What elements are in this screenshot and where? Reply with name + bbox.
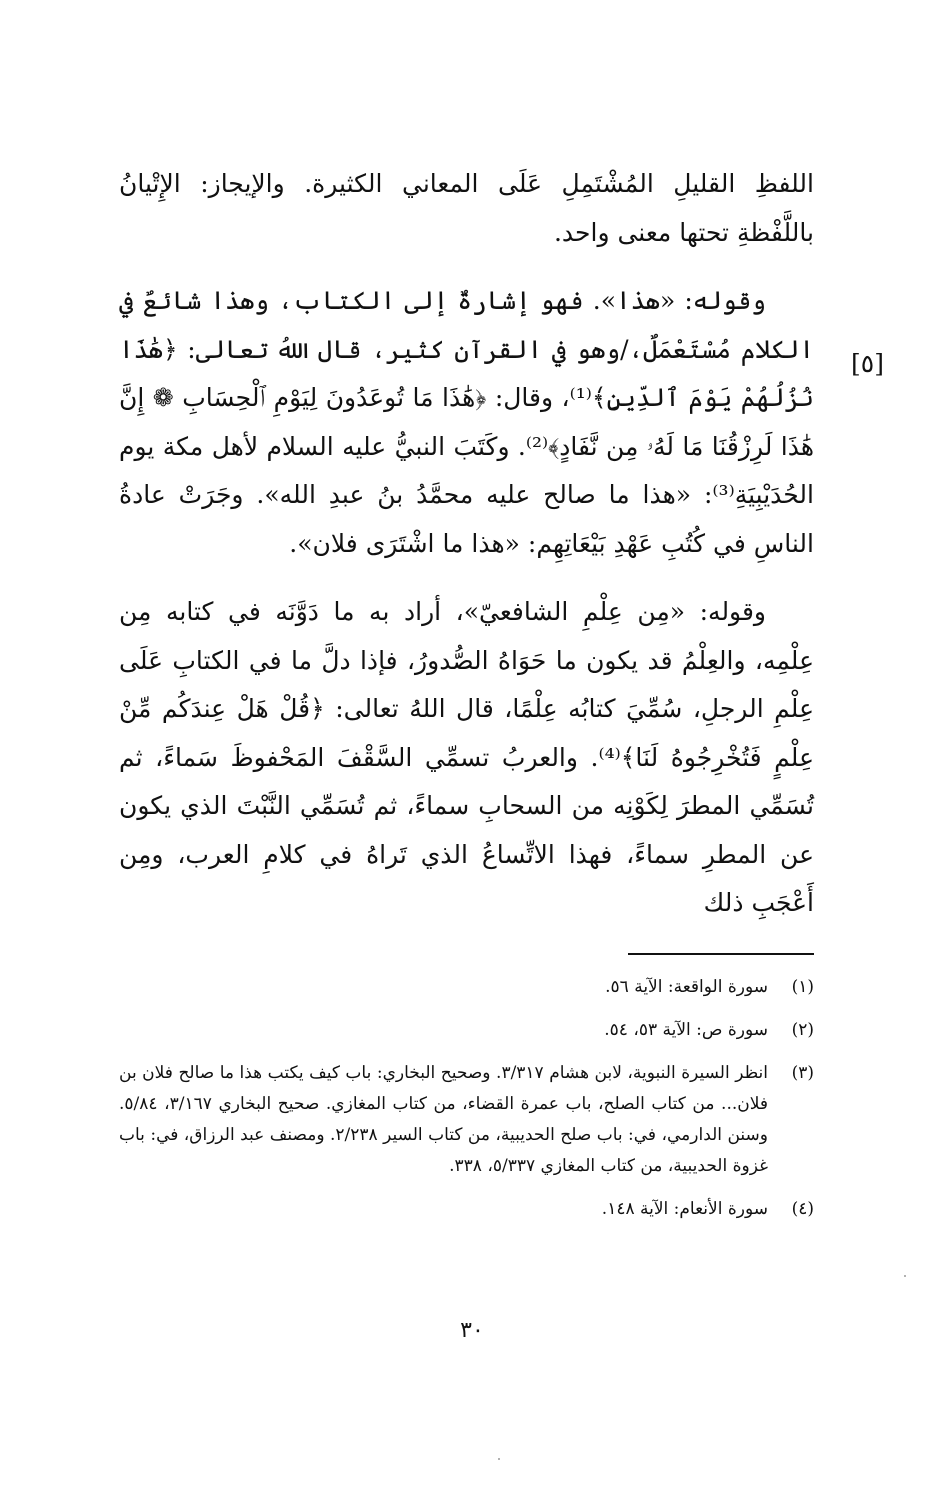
footnote-text: سورة ص: الآية ٥٣، ٥٤. xyxy=(604,1020,768,1040)
footnote-3 xyxy=(119,1058,814,1182)
page-number: ٣٠ xyxy=(460,1318,484,1343)
scan-speck xyxy=(498,1458,500,1460)
footnote-separator xyxy=(628,953,814,955)
footnote-text: انظر السيرة النبوية، لابن هشام ٣/٣١٧. وصحيح البخاري: باب كيف يكتب هذا ما صالح فلان بن فلان... من كتاب الصلح، باب عمرة القضاء، من كتاب المغازي. صحيح البخاري ٣/١٦٧، ٥/٨٤. وسنن الدارمي، في: باب صلح الحديبية، من كتاب السير ٢/٢٣٨. ومصنف عبد الرزاق، في: باب غزوة الحديبية، من كتاب المغازي ٥/٣٣٧، ٣٣٨. xyxy=(119,1063,769,1176)
manuscript-folio-marker: [٥] xyxy=(851,349,884,378)
scan-speck xyxy=(904,1275,906,1277)
paragraph-hadha: وقوله: «هذا». فهو إشارةٌ إلى الكتاب، وهذا شائعٌ في الكلام مُسْتَعْمَلٌ،/وهو في القرآن كثير، قال اللهُ تعالى: ﴿هَٰذَا نُزُلُهُمْ يَوْمَ ٱلدِّينِ﴾⁽¹⁾، وقال: ﴿هَٰذَا مَا تُوعَدُونَ لِيَوْمِ ٱلْحِسَابِ ❁ إِنَّ هَٰذَا لَرِزْقُنَا مَا لَهُۥ مِن نَّفَادٍ﴾⁽²⁾. وكَتَبَ النبيُّ عليه السلام لأهل مكة يوم الحُدَيْبِيَةِ⁽³⁾: «هذا ما صالح عليه محمَّدُ بنُ عبدِ الله». وجَرَتْ عادةُ الناسِ في كُتُبِ عَهْدِ بَيْعَاتِهِم: «هذا ما اشْتَرَى فلان». xyxy=(119,286,814,558)
footnote-2 xyxy=(119,1015,814,1046)
footnote-number: (٢) xyxy=(791,1020,814,1040)
footnote-number: (٤) xyxy=(791,1199,814,1219)
footnote-number: (٣) xyxy=(791,1063,814,1083)
main-text-block xyxy=(119,160,814,928)
footnote-4 xyxy=(119,1194,814,1225)
footnote-text: سورة الأنعام: الآية ١٤٨. xyxy=(601,1199,768,1219)
paragraph-continuation: اللفظِ القليلِ المُشْتَمِلِ عَلَى المعاني الكثيرة. والإيجاز: الإِتْيانُ باللَّفْظةِ تحتها معنى واحد. xyxy=(119,169,814,247)
footnote-text: سورة الواقعة: الآية ٥٦. xyxy=(605,977,768,997)
footnote-number: (١) xyxy=(791,977,814,997)
footnotes-section xyxy=(119,972,814,1237)
paragraph-ilm-shafii: وقوله: «مِن عِلْمِ الشافعيّ»، أراد به ما دَوَّنَه في كتابه مِن عِلْمِه، والعِلْمُ قد يكون ما حَوَاهُ الصُّدورُ، فإذا دلَّ ما في الكتابِ عَلَى عِلْمِ الرجلِ، سُمِّيَ كتابُه عِلْمًا، قال اللهُ تعالى: ﴿قُلْ هَلْ عِندَكُم مِّنْ عِلْمٍ فَتُخْرِجُوهُ لَنَا﴾⁽⁴⁾. والعربُ تسمِّي السَّقْفَ المَحْفوظَ سَماءً، ثم تُسَمِّي المطرَ لِكَوْنِه من السحابِ سماءً، ثم تُسَمِّي النَّبْتَ الذي يكون عن المطرِ سماءً، فهذا الاتِّساعُ الذي تَراهُ في كلامِ العرب، ومِن أَعْجَبِ ذلك xyxy=(119,597,815,917)
footnote-1 xyxy=(119,972,814,1003)
